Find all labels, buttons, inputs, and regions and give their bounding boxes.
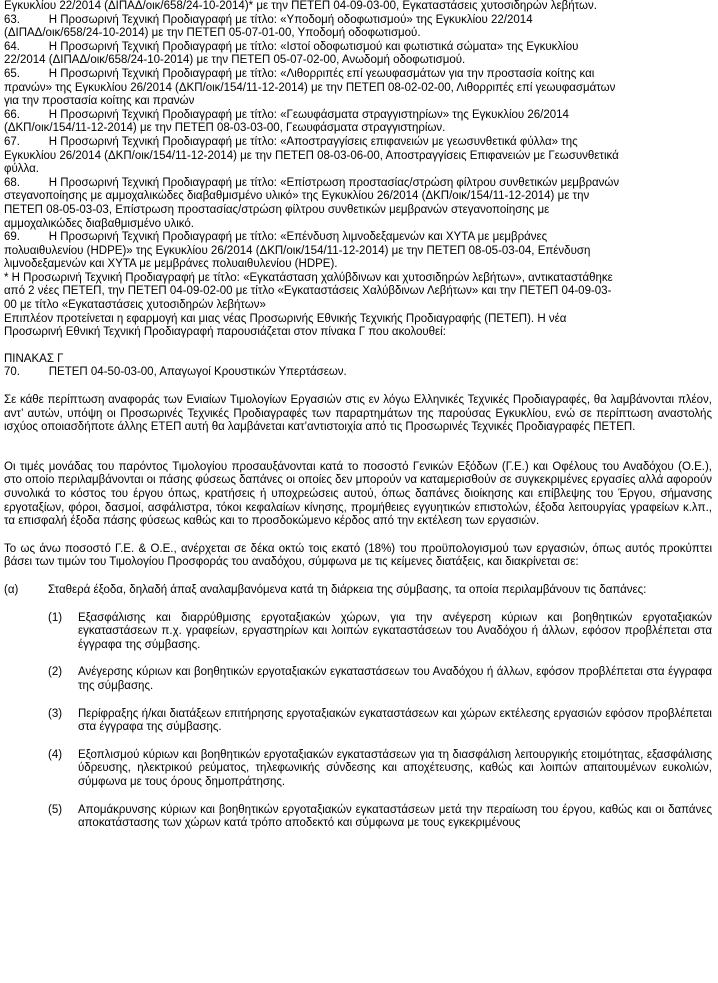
text-line: (ΔΙΠΑΔ/οικ/658/24-10-2014) με την ΠΕΤΕΠ 05-07-01-00, Υποδομή οδοφωτισμού. bbox=[4, 27, 421, 40]
text-line: ΠΕΤΕΠ 08-05-03-03, Επίστρωση προστασίας/στρώση φίλτρου συνθετικών μεμβρανών στεγανοποίησης με bbox=[4, 203, 550, 216]
item-text: Περίφραξης ή/και διατάξεων επιτήρησης εργοταξιακών εγκαταστάσεων και χώρων εκτέλεσης εργασιών εφόσον προβλέπεται στα έγγραφα της σύμβασης. bbox=[78, 707, 712, 734]
text-line: Εγκυκλίου 22/2014 (ΔΙΠΑΔ/οικ/658/24-10-2014)* με την ΠΕΤΕΠ 04-09-03-00, Εγκαταστάσεις χυτοσιδηρών λεβήτων. bbox=[4, 0, 597, 12]
text-line: Προσωρινή Εθνική Τεχνική Προδιαγραφή παρουσιάζεται στον πίνακα Γ που ακολουθεί: bbox=[4, 326, 446, 339]
paragraph-prices: Οι τιμές μονάδας του παρόντος Τιμολογίου προσαυξάνονται κατά το ποσοστό Γενικών Εξόδων (Γ.Ε.) και Οφέλους του Αναδόχου (Ο.Ε.), στο οποίο περιλαμβάνονται οι πάσης φύσεως δαπάνες οι οποίες δεν μπορούν να καταμερισθούν σε συγκεκριμένες εργασίες αλλά αφορούν συνολικά το κόστος του έργου όπως, κρατήσεις ή υποχρεώσεις αυτού, όπως δαπάνες διοίκησης και επίβλεψης του Έργου, σήμανσης εργοταξίων, φόροι, δασμοί, ασφάλιστρα, τόκοι κεφαλαίων κίνησης, προμήθειες εγγυητικών επιστολών, έξοδα λειτουργίας γραφείων κ.λπ., τα επισφαλή έξοδα πάσης φύσεως καθώς και το προσδοκώμενο κέρδος από την εκτέλεση των εργασιών. bbox=[4, 460, 712, 528]
list-item bbox=[48, 749, 712, 790]
item-text: Εξασφάλισης και διαρρύθμισης εργοταξιακών χώρων, για την ανέγερση κύριων και βοηθητικών εργοταξιακών εγκαταστάσεων π.χ. γραφείων, εργαστηρίων και λοιπών εγκαταστάσεων του Αναδόχου ή άλλων, εφόσον προβλέπεται στα έγγραφα της σύμβασης. bbox=[78, 611, 712, 651]
table-heading: ΠΙΝΑΚΑΣ Γ bbox=[4, 352, 64, 365]
text-line: Εγκυκλίου 26/2014 (ΔΚΠ/οικ/154/11-12-2014) με την ΠΕΤΕΠ 08-03-06-00, Αποστραγγίσεις Επιφανειών με Γεωσυνθετικά bbox=[4, 149, 619, 162]
list-item bbox=[48, 708, 712, 735]
section-a bbox=[4, 584, 712, 598]
item-text: Εξοπλισμού κύριων και βοηθητικών εργοταξιακών εγκαταστάσεων για τη διασφάλιση λειτουργικής ετοιμότητας, εξασφάλισης ύδρευσης, ηλεκτρικού ρεύματος, τηλεφωνικής σύνδεσης και αποχέτευσης, καθώς και λοιπών απαιτουμένων ευκολιών, σύμφωνα με τους όρους δημοπράτησης. bbox=[78, 748, 712, 788]
list-item bbox=[48, 612, 712, 653]
text-line: 00 με τίτλο «Εγκαταστάσεις χυτοσιδηρών λεβήτων» bbox=[4, 299, 266, 312]
text-line: 66. Η Προσωρινή Τεχνική Προδιαγραφή με τίτλο: «Γεωυφάσματα στραγγιστηρίων» της Εγκυκλίου 26/2014 bbox=[4, 108, 569, 121]
section-a-text: Σταθερά έξοδα, δηλαδή άπαξ αναλαμβανόμενα κατά τη διάρκεια της σύμβασης, τα οποία περιλαμβάνουν τις δαπάνες: bbox=[48, 583, 647, 596]
paragraph-percent: Το ως άνω ποσοστό Γ.Ε. & Ο.Ε., ανέρχεται σε δέκα οκτώ τοις εκατό (18%) του προϋπολογισμού των εργασιών, όπως αυτός προκύπτει βάσει των τιμών του Τιμολογίου Προσφοράς του αναδόχου, σύμφωνα με τις κείμενες διατάξεις, και διακρίνεται σε: bbox=[4, 542, 712, 569]
item-number: (5) bbox=[48, 803, 63, 816]
item-text: Ανέγερσης κύριων και βοηθητικών εργοταξιακών εγκαταστάσεων του Αναδόχου ή άλλων, εφόσον προβλέπεται στα έγγραφα της σύμβασης. bbox=[78, 666, 712, 692]
text-line: * Η Προσωρινή Τεχνική Προδιαγραφή με τίτλο: «Εγκατάσταση χαλύβδινων και χυτοσιδηρών λεβήτων», αντικαταστάθηκε bbox=[4, 271, 613, 284]
spec-list bbox=[4, 0, 712, 340]
item-number: (2) bbox=[48, 666, 63, 679]
text-line: φύλλα. bbox=[4, 163, 39, 176]
table-row: 70. ΠΕΤΕΠ 04-50-03-00, Απαγωγοί Κρουστικών Υπερτάσεων. bbox=[4, 366, 347, 379]
item-number: (3) bbox=[48, 707, 63, 720]
text-line: αμμοχαλικώδες διαβαθμισμένο υλικό. bbox=[4, 217, 194, 230]
cost-items bbox=[48, 612, 712, 831]
text-line: 65. Η Προσωρινή Τεχνική Προδιαγραφή με τίτλο: «Λιθορριπές επί γεωυφασμάτων για την προστασία κοίτης και bbox=[4, 67, 595, 80]
text-line: 69. Η Προσωρινή Τεχνική Προδιαγραφή με τίτλο: «Επένδυση λιμνοδεξαμενών και ΧΥΤΑ με μεμβράνες bbox=[4, 231, 548, 244]
text-line: 63. Η Προσωρινή Τεχνική Προδιαγραφή με τίτλο: «Υποδομή οδοφωτισμού» της Εγκυκλίου 22/2014 bbox=[4, 13, 533, 26]
paragraph-case: Σε κάθε περίπτωση αναφοράς των Ενιαίων Τιμολογίων Εργασιών στις εν λόγω Ελληνικές Τεχνικές Προδιαγραφές, θα λαμβάνονται πλέον, αντ’ αυτών, υπόψη οι Προσωρινές Τεχνικές Προδιαγραφές των παραρτημάτων της παρούσας Εγκυκλίου, ενώ σε περίπτωση αναστολής ισχύος οποιασδήποτε άλλης ΕΤΕΠ αυτή θα λαμβάνεται κατ’αντιστοιχία από τις Προσωρινές Τεχνικές Προδιαγραφές ΠΕΤΕΠ. bbox=[4, 394, 712, 434]
list-item bbox=[48, 666, 712, 693]
text-line: 68. Η Προσωρινή Τεχνική Προδιαγραφή με τίτλο: «Επίστρωση προστασίας/στρώση φίλτρου συνθετικών μεμβρανών bbox=[4, 176, 620, 189]
list-item bbox=[48, 804, 712, 831]
item-number: (4) bbox=[48, 748, 63, 761]
text-line: 22/2014 (ΔΙΠΑΔ/οικ/658/24-10-2014) με την ΠΕΤΕΠ 05-07-02-00, Ανωδομή οδοφωτισμού. bbox=[4, 54, 466, 67]
section-a-label: (α) bbox=[4, 583, 19, 596]
item-text: Απομάκρυνσης κύριων και βοηθητικών εργοταξιακών εγκαταστάσεων μετά την περαίωση του έργου, καθώς και οι δαπάνες αποκατάστασης των χώρων κατά τρόπο αποδεκτό και σύμφωνα με τους εγκεκριμένους bbox=[78, 803, 712, 830]
text-line: (ΔΚΠ/οικ/154/11-12-2014) με την ΠΕΤΕΠ 08-03-03-00, Γεωυφάσματα στραγγιστηρίων. bbox=[4, 122, 446, 135]
item-number: (1) bbox=[48, 611, 63, 624]
text-line: 64. Η Προσωρινή Τεχνική Προδιαγραφή με τίτλο: «Ιστοί οδοφωτισμού και φωτιστικά σώματα» της Εγκυκλίου bbox=[4, 40, 579, 53]
text-line: πολυαιθυλενίου (HDPE)» της Εγκυκλίου 26/2014 (ΔΚΠ/οικ/154/11-12-2014) με την ΠΕΤΕΠ 08-05-03-04, Επένδυση bbox=[4, 244, 591, 257]
document-page bbox=[4, 0, 712, 831]
text-line: από 2 νέες ΠΕΤΕΠ, την ΠΕΤΕΠ 04-09-02-00 με τίτλο «Εγκαταστάσεις Χαλύβδινων Λεβήτων» και την ΠΕΤΕΠ 04-09-03- bbox=[4, 285, 612, 298]
text-line: 67. Η Προσωρινή Τεχνική Προδιαγραφή με τίτλο: «Αποστραγγίσεις επιφανειών με γεωσυνθετικά φύλλα» της bbox=[4, 135, 578, 148]
text-line: στεγανοποίησης με αμμοχαλικώδες διαβαθμισμένο υλικό» της Εγκυκλίου 26/2014 (ΔΚΠ/οικ/154/11-12-2014) με την bbox=[4, 190, 590, 203]
text-line: λιμνοδεξαμενών και ΧΥΤΑ με μεμβράνες πολυαιθυλενίου (HDPE). bbox=[4, 258, 338, 271]
text-line: Επιπλέον προτείνεται η εφαρμογή και μιας νέας Προσωρινής Εθνικής Τεχνικής Προδιαγραφής (ΠΕΤΕΠ). Η νέα bbox=[4, 312, 567, 325]
text-line: για την προστασία κοίτης και πρανών bbox=[4, 95, 195, 108]
text-line: πρανών» της Εγκυκλίου 26/2014 (ΔΚΠ/οικ/154/11-12-2014) με την ΠΕΤΕΠ 08-02-02-00, Λιθορριπές επί γεωυφασμάτων bbox=[4, 81, 616, 94]
